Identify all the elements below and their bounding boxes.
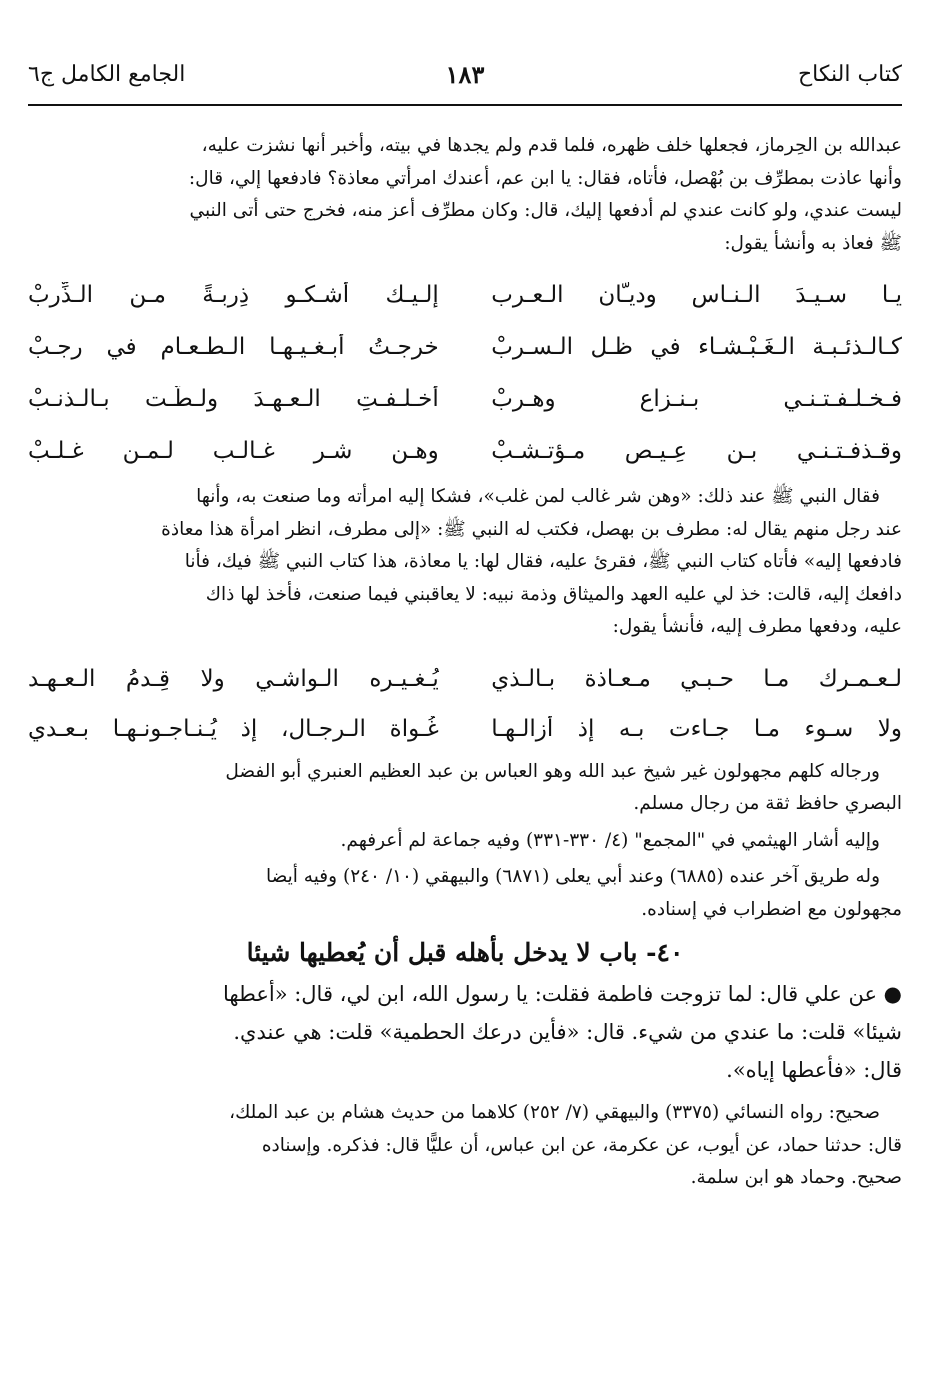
poem-verse xyxy=(28,373,902,425)
text-line: قال: «فأعطها إياه». xyxy=(726,1058,902,1082)
text-line: ● عن علي قال: لما تزوجت فاطمة فقلت: يا رسول الله، ابن لي، قال: «أعطها xyxy=(223,982,902,1006)
text-line: مجهولون مع اضطراب في إسناده. xyxy=(641,898,902,920)
poem-verse xyxy=(28,269,902,321)
poem-2 xyxy=(28,654,902,754)
header-rule xyxy=(28,104,902,106)
book-title: الجامع الكامل ج٦ xyxy=(28,62,186,87)
text-line: عند رجل منهم يقال له: مطرف بن بهصل، فكتب له النبي ﷺ: «إلى مطرف، انظر امرأة هذا معاذة xyxy=(161,518,902,540)
text-line: وإليه أشار الهيثمي في "المجمع" (٤/ ٣٣٠-٣٣١) وفيه جماعة لم أعرفهم. xyxy=(340,829,880,851)
paragraph-3 xyxy=(28,756,902,821)
text-line: ورجاله كلهم مجهولون غير شيخ عبد الله وهو العباس بن عبد العظيم العنبري أبو الفضل xyxy=(225,760,880,782)
verse-first-hemistich: يـا سـيـدَ الـنـاس وديـَّان الـعـرب xyxy=(491,282,902,308)
text-line: وأنها عاذت بمطرِّف بن بُهْصل، فأتاه، فقال: يا ابن عم، أعندك امرأتي معاذة؟ فادفعها إلي، قال: xyxy=(188,167,902,189)
poem-1 xyxy=(28,269,902,477)
paragraph-5 xyxy=(28,861,902,926)
poem-verse xyxy=(28,704,902,754)
poem-verse xyxy=(28,654,902,704)
verse-first-hemistich: ولا سـوء مـا جـاءت بـه إذ أزالـهـا xyxy=(491,715,902,742)
text-line: فادفعها إليه» فأتاه كتاب النبي ﷺ، فقرئ عليه، فقال لها: يا معاذة، هذا كتاب النبي ﷺ فيك، فأنا xyxy=(184,551,902,572)
verse-second-hemistich: يُـغـيـره الـواشـي ولا قِـدمُ الـعـهـد xyxy=(28,665,439,692)
paragraph-6 xyxy=(28,1097,902,1195)
section-title: ٤٠- باب لا يدخل بأهله قبل أن يُعطيها شيئا xyxy=(246,938,684,967)
verse-second-hemistich: إلـيـك أشـكـو ذِربـةً مـن الـذِّربْ xyxy=(28,282,439,308)
text-line: وله طريق آخر عنده (٦٨٨٥) وعند أبي يعلى (٦٨٧١) والبيهقي (١٠/ ٢٤٠) وفيه أيضا xyxy=(265,866,880,887)
paragraph-2 xyxy=(28,481,902,644)
paragraph-1 xyxy=(28,130,902,260)
text-line: صحيح. وحماد هو ابن سلمة. xyxy=(690,1167,902,1188)
text-line: شيئا» قلت: ما عندي من شيء. قال: «فأين درعك الحطمية» قلت: هي عندي. xyxy=(233,1020,902,1044)
verse-second-hemistich: وهـن شـر غـالـب لـمـن غـلـبْ xyxy=(28,438,439,464)
text-line: ﷺ فعاذ به وأنشأ يقول: xyxy=(724,232,902,254)
text-line: دافعك إليه، قالت: خذ لي عليه العهد والميثاق وذمة نبيه: لا يعاقبني فيما صنعت، فأخذ لها ذاك xyxy=(205,583,902,605)
verse-first-hemistich: وقـذفـتـنـي بـن عِـيـص مـؤتـشـبْ xyxy=(491,438,902,464)
verse-second-hemistich: أخـلـفـتِ الـعـهـدَ ولـطَّـت بـالـذنـبْ xyxy=(28,386,439,412)
verse-second-hemistich: غُـواة الـرجـال، إذ يُـنـاجـونـهـا بـعـدي xyxy=(28,715,439,742)
text-line: البصري حافظ ثقة من رجال مسلم. xyxy=(633,793,902,814)
text-line: عبدالله بن الحِرماز، فجعلها خلف ظهره، فلما قدم ولم يجدها في بيته، وأخبر أنها نشزت عليه، xyxy=(201,135,902,156)
poem-verse xyxy=(28,321,902,373)
page-header xyxy=(28,0,902,112)
hadith-text xyxy=(28,975,902,1089)
paragraph-4 xyxy=(28,825,902,858)
text-line: صحيح: رواه النسائي (٣٣٧٥) والبيهقي (٧/ ٢٥٢) كلاهما من حديث هشام بن عبد الملك، xyxy=(229,1102,880,1123)
chapter-title: كتاب النكاح xyxy=(797,62,902,87)
text-line: ليست عندي، ولو كانت عندي لم أدفعها إليك، قال: وكان مطرِّف أعز منه، فخرج حتى أتى النبي xyxy=(189,200,902,221)
verse-second-hemistich: خرجـتُ أبـغـيـهـا الـطـعـام في رجـبْ xyxy=(28,334,439,360)
verse-first-hemistich: كـالـذئـبـة الـغَـبْـشـاء في ظـل الـسـربْ xyxy=(491,334,902,360)
verse-first-hemistich: فـخـلـفـتـنـي بـنـزاع وهـربْ xyxy=(491,386,902,412)
text-line: عليه، ودفعها مطرف إليه، فأنشأ يقول: xyxy=(612,616,902,637)
text-line: قال: حدثنا حماد، عن أيوب، عن عكرمة، عن ابن عباس، أن عليًّا قال: فذكره. وإسناده xyxy=(261,1134,902,1156)
page-number: ١٨٣ xyxy=(445,60,485,89)
text-line: فقال النبي ﷺ عند ذلك: «وهن شر غالب لمن غلب»، فشكا إليه امرأته وما صنعت به، وأنها xyxy=(196,486,880,507)
verse-first-hemistich: لـعـمـرك مـا حـبـي مـعـاذة بـالـذي xyxy=(491,665,902,692)
poem-verse xyxy=(28,425,902,477)
